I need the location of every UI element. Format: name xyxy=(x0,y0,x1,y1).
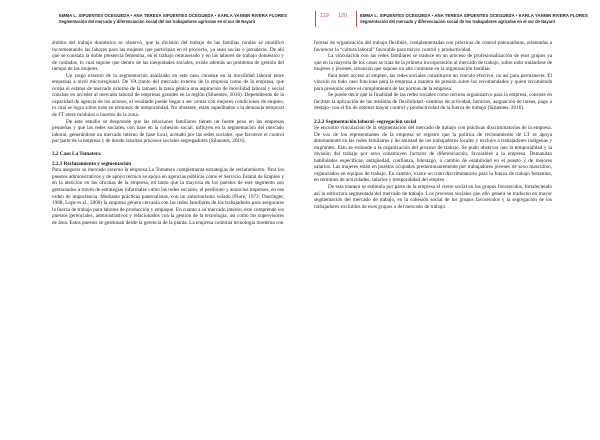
right-running-head xyxy=(360,13,588,25)
section-heading: 2.2 Caso La Tomatera xyxy=(52,151,101,158)
right-paragraph-3: Para tener acceso al empleo, las redes sociales constituyen un vínculo efectivo, no así para permanecer. El vínculo en todo caso funciona para la empresa a manera de presión sobre los recomendados y quien recomienda para presionar sobre el cumplimiento de las normas de la empresa. xyxy=(314,72,552,92)
left-running-head xyxy=(59,13,287,25)
right-paragraph-6: De esta manera se estimula por parte de la empresa el cierre social en los grupos favorecidos, fortaleciendo así la estructura segmentada del mercado de trabajo. Los procesos sociales que ello genera se traducen en mayor segmentación del mercado de trabajo, en la cohesión social de los grupos favorecidos y la segregación de los trabajadores excluidos de esos grupos o del mercado de trabajo. xyxy=(314,184,552,210)
left-paragraph-3: De este estudio se desprende que las relaciones familiares tienen un fuerte peso en las empresas pequeñas y que las redes sociales, con base en la cohesión social, influyen en la segmentación del mercado laboral, generándose un mercado interno de base local, acotado por las redes sociales, que favorece el control por parte de la empresa y de donde resultan procesos sociales segregadores (Siluentes, 2016). xyxy=(52,118,284,145)
right-paragraph-5: Se encontró vinculación de la segmentación del mercado de trabajo con prácticas discriminatorias de la empresa. De voz de los representantes de la empresa se registró que la política de reclutamiento de LT se apoya abiertamente en las redes familiares y de amistad de los trabajadores locales y excluye a trabajadores indígenas y migrantes. Esto se extiende a la organización del proceso de trabajo. Se pudo observar que la temporalidad y la división del trabajo por sexo constituyen factores de diferenciación, favorables a la empresa. Demandan habilidades específicas, antigüedad, confianza, liderazgo, a cambio de estabilidad en el puesto y de mejores salarios. Las mujeres están en puestos ocupados predominantemente por trabajadores jóvenes de sexo masculino, organizados en equipos de trabajo. En cambio, existe un trato discriminatorio para la fuerza de trabajo femenina, en términos de actividades, salarios y temporalidad del empleo. xyxy=(314,125,552,184)
left-page-number: 119 xyxy=(320,13,329,19)
left-header-subtitle: Segmentación del mercado y diferenciación social del los trabajadores agrícolas en el sur de Nayarit xyxy=(59,19,256,24)
left-paragraph-1: ámbito del trabajo doméstico se observó, que la división del trabajo de las familias rurales se modificó incrementando las labores para las mujeres que participan en el proyecto, ya sean socias o jornaleras. De ahí que se constata la doble presencia femenina, en el trabajo remunerado y en las labores de trabajo doméstico y de cuidados, lo cual supone que dentro de las inequidades sociales, existe además un problema de gestión del tiempo de las mujeres. xyxy=(52,40,284,73)
left-paragraph-2: Un rasgo externo de la segmentación analizado en este caso consiste en la movilidad laboral entre empresas a nivel microregional. De VA (tanto del mercado externo de la empresa como de la empresa, que ocupa el estatus de mercado externo de la tamaen la tarea génica una aspiración de movilidad laboral y social consiste en acceder al mercado laboral de empresas grandes en la región (Siluentes, 2016). Dependiendo de la capacidad de agencia de los actores, el resultado puede llegar a ser contar con mejores condiciones de empleo, lo cual se logra sobre todo en términos de temporalidad. No obstante, están supeditados a la demanda temporal de FT entre módulos o huertos de la zona. xyxy=(52,72,284,119)
right-page-number: 120 xyxy=(338,13,348,19)
subsection-heading-segregacion: 2.2.2 Segmentación laboral- segregación social xyxy=(314,118,417,125)
subsection-heading-reclutamiento: 2.2.1 Reclutamiento y segmentación xyxy=(52,160,132,167)
right-page-body xyxy=(314,40,552,210)
left-page-body xyxy=(52,40,284,226)
right-header-rule xyxy=(356,11,357,27)
right-page-header xyxy=(314,0,588,40)
right-header-authors: EMMA L. SIFUENTES OCEGUEDA • ANA TERESA SIFUENTES OCEGUEDA • KARLA YANNIN RIVERA FLORES xyxy=(360,13,588,18)
left-paragraph-4: Para asegurar su mercado externo la empresa La Tomatera complementa estrategias de reclutamiento. Para los puestos administrativos y de apoyo técnico se apoya en agencias públicas como el Servicio Estatal de Empleo y en la atención en las oficinas de la empresa, en tanto que la mayoría de los puestos de este segmento son gestionados a través de estrategias informales como las redes sociales, el perifoneo y anuncios impresos, en ese orden de importancia. Mediante prácticas paternalistas, con un autoritarismo velado (Piore, 1973; Doeringer, 1988; Lope et al., 2000) la empresa genera cercanía con las redes familiares de los trabajadores para asegurarse la fuerza de trabajo para labores de producción y empaque. En cuanto a su mercado interno, éste comprende los puestos gerenciales, administrativos y relacionados con la gestión de la tecnología, así como los supervisores de área. Estos puestos se gestionan desde la gerencia de la planta. La empresa combina tecnología moderna con xyxy=(52,167,284,226)
left-header-authors: EMMA L. SIFUENTES OCEGUEDA • ANA TERESA SIFUENTES OCEGUEDA • KARLA YANNIN RIVERA FLORES xyxy=(59,13,287,18)
right-header-subtitle: Segmentación del mercado y diferenciación social de los trabajadores agrícolas en el sur de Nayarit xyxy=(360,19,555,24)
left-page-header xyxy=(52,0,329,40)
right-paragraph-2: La vinculación con las redes familiares se traduce en un proceso de profesionalización de esos grupos ya que en la mayoría de los casos se trata de la primera incorporación al mercado de trabajo, sobre todo tratándose de mujeres y jóvenes, situación que supone un alto contraste en la organización familiar. xyxy=(314,53,552,73)
right-paragraph-4: Se puede decir que la finalidad de las redes sociales como recurso organizativo para la empresa, consiste en facilitar la aplicación de las medidas de flexibilidad -cambios de actividad, horarios, asignación de tareas, pago a destajo- con el fin de obtener mayor control y productividad de la fuerza de trabajo (Siluentes, 2016). xyxy=(314,92,552,112)
right-paragraph-1: formas de organización del trabajo flexibles, complementadas con prácticas de control paternalistas, orientadas a favorecer la “cultura laboral” favorable para mayor control y productividad. xyxy=(314,40,552,53)
